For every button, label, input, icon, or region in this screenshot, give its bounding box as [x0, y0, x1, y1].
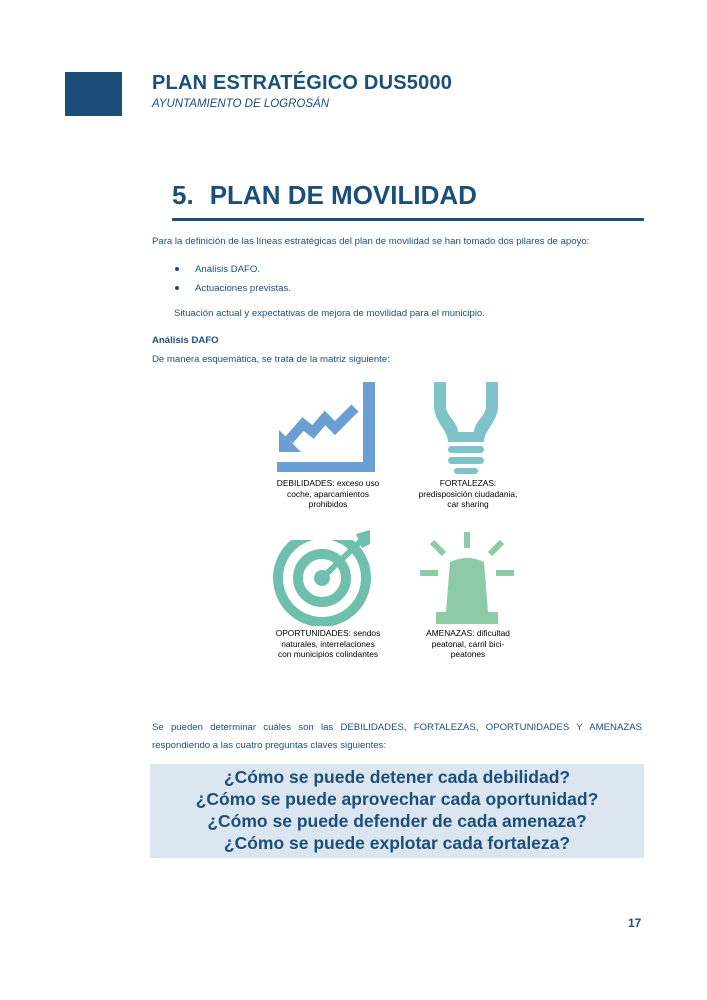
bullet-text: Análisis DAFO. [195, 264, 261, 275]
target-icon [270, 530, 378, 626]
bullet-dot [175, 267, 179, 271]
caption-line: OPORTUNIDADES: sendos [275, 628, 381, 638]
bullet-item [175, 283, 291, 294]
threats-caption [398, 628, 538, 660]
caption-line: naturales, interrelaciones [281, 638, 375, 649]
bullet-item [175, 264, 260, 275]
caption-line: coche, aparcamientos [287, 488, 369, 499]
document-title: PLAN ESTRATÉGICO DUS5000 [152, 72, 453, 94]
declining-chart-icon [275, 382, 377, 474]
lightbulb-icon [428, 382, 504, 474]
weaknesses-caption [258, 478, 398, 510]
questions-box [150, 764, 644, 858]
page-number: 17 [628, 916, 642, 930]
siren-icon [418, 532, 516, 628]
caption-line: predisposición ciudadania, [418, 488, 518, 499]
bullet-dot [175, 286, 179, 290]
header-color-block [65, 72, 122, 116]
bullet-text: Actuaciones previstas. [195, 283, 291, 294]
caption-line: peatones [450, 649, 486, 659]
section-number: 5. [172, 180, 194, 210]
question-line: ¿Cómo se puede detener cada debilidad? [223, 767, 571, 787]
caption-line: AMENAZAS: dificultad [426, 628, 510, 638]
question-line: ¿Cómo se puede defender de cada amenaza? [207, 811, 587, 831]
caption-line: con municipios colindantes [277, 649, 379, 659]
caption-line: peatonal, carril bici- [431, 638, 505, 649]
section-rule [172, 218, 644, 221]
caption-line: car sharing [447, 499, 489, 509]
caption-line: FORTALEZAS: [439, 478, 497, 488]
section-heading [172, 180, 477, 211]
document-subtitle: AYUNTAMIENTO DE LOGROSÁN [152, 98, 329, 110]
strengths-caption [398, 478, 538, 510]
question-line: ¿Cómo se puede aprovechar cada oportunidad? [195, 789, 599, 809]
closing-paragraph: Se pueden determinar cuáles son las DEBILIDADES, FORTALEZAS, OPORTUNIDADES Y AMENAZAS respondiendo a las cuatro preguntas claves siguientes: [152, 722, 642, 751]
dafo-heading: Análisis DAFO [152, 335, 219, 346]
situation-paragraph: Situación actual y expectativas de mejora de movilidad para el municipio. [174, 308, 485, 319]
caption-line: DEBILIDADES: exceso uso [276, 478, 380, 488]
dafo-lead: De manera esquemática, se trata de la matriz siguiente: [152, 354, 390, 365]
question-line: ¿Cómo se puede explotar cada fortaleza? [223, 833, 571, 853]
section-title: PLAN DE MOVILIDAD [209, 180, 477, 210]
intro-paragraph: Para la definición de las líneas estratégicas del plan de movilidad se han tomado dos pilares de apoyo: [152, 236, 590, 247]
caption-line: prohibidos [308, 499, 348, 509]
opportunities-caption [258, 628, 398, 660]
